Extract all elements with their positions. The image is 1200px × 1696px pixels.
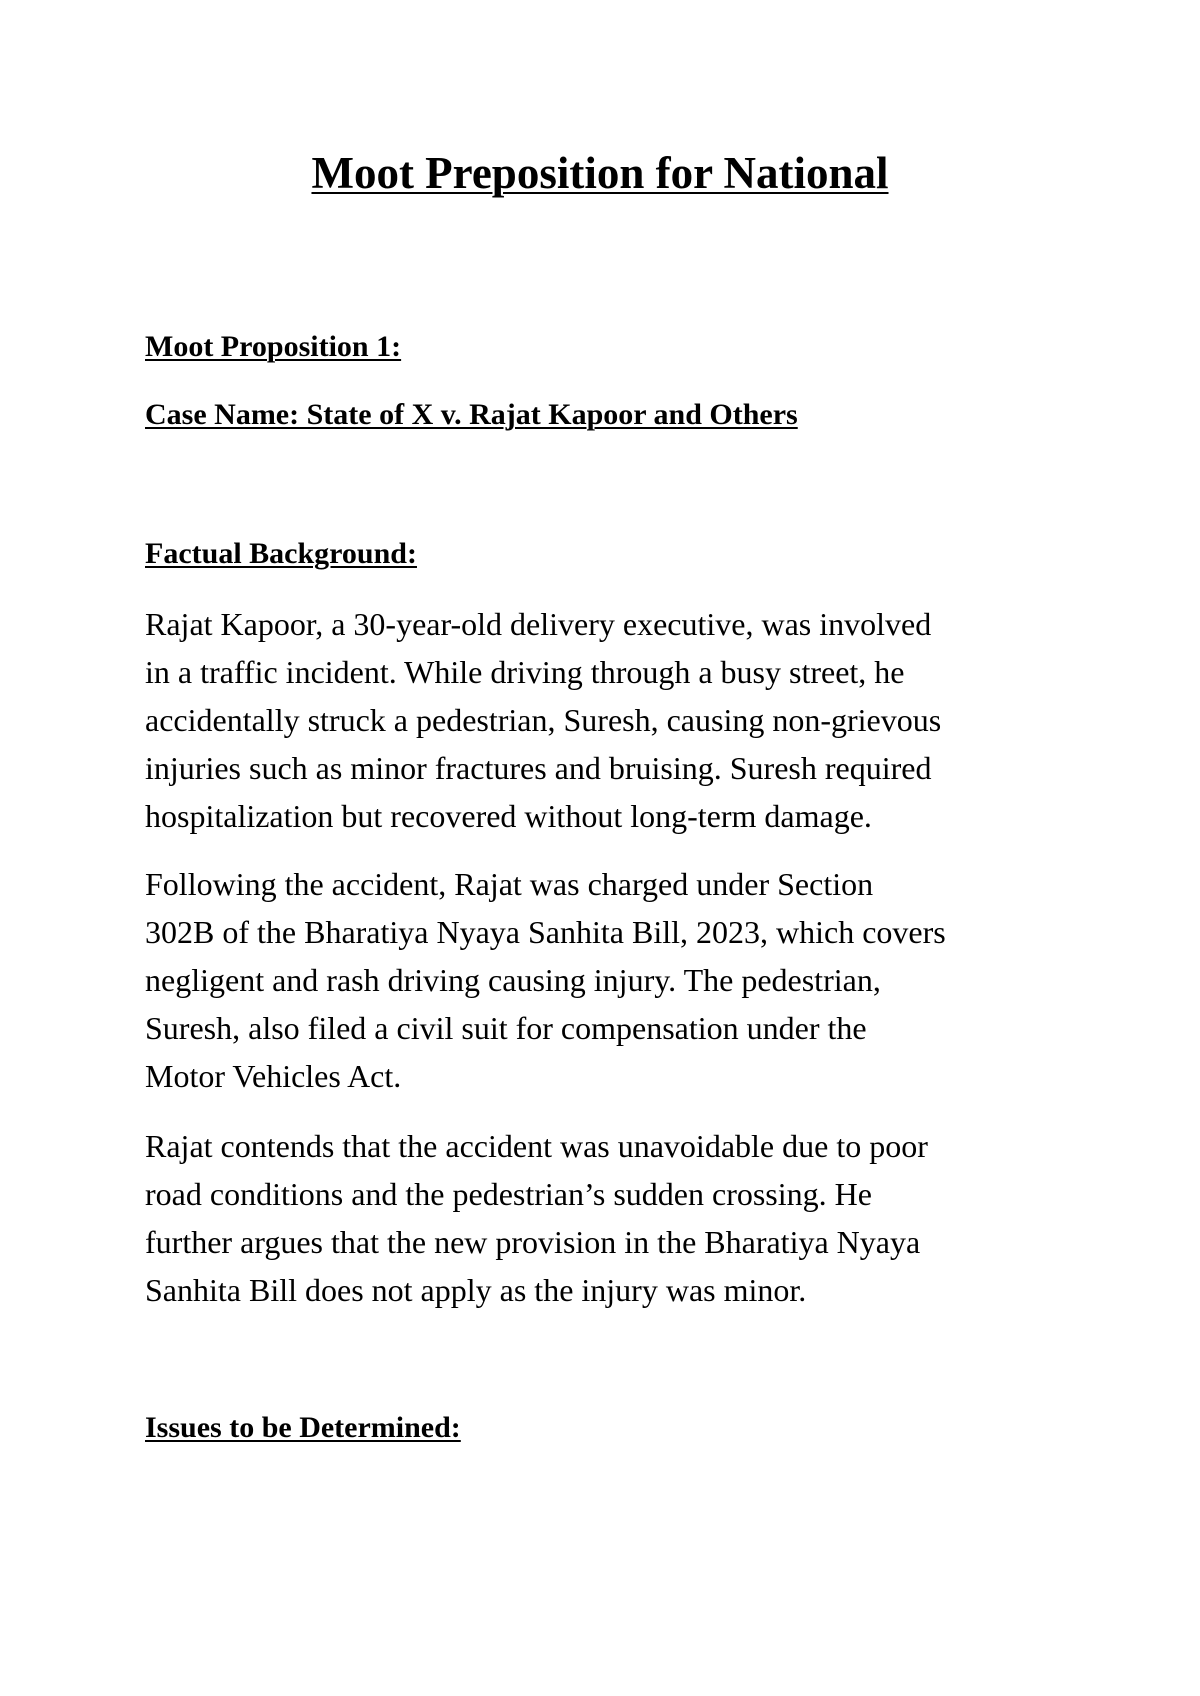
paragraph-2 — [145, 860, 1075, 1100]
paragraph-line: Rajat Kapoor, a 30-year-old delivery executive, was involved — [145, 606, 932, 642]
paragraph-line: road conditions and the pedestrian’s sudden crossing. He — [145, 1176, 872, 1212]
paragraph-line: hospitalization but recovered without long-term damage. — [145, 798, 872, 834]
paragraph-line: injuries such as minor fractures and bruising. Suresh required — [145, 750, 932, 786]
proposition-heading: Moot Proposition 1: — [145, 330, 402, 363]
paragraph-line: Rajat contends that the accident was unavoidable due to poor — [145, 1128, 928, 1164]
paragraph-line: Sanhita Bill does not apply as the injury was minor. — [145, 1272, 807, 1308]
paragraph-1 — [145, 600, 1075, 840]
issues-heading: Issues to be Determined: — [145, 1411, 461, 1444]
paragraph-line: in a traffic incident. While driving through a busy street, he — [145, 654, 905, 690]
paragraph-3 — [145, 1122, 1075, 1314]
paragraph-line: Motor Vehicles Act. — [145, 1058, 402, 1094]
factual-background-heading: Factual Background: — [145, 537, 417, 570]
paragraph-line: accidentally struck a pedestrian, Suresh, causing non-grievous — [145, 702, 942, 738]
paragraph-line: Following the accident, Rajat was charged under Section — [145, 866, 874, 902]
paragraph-line: 302B of the Bharatiya Nyaya Sanhita Bill, 2023, which covers — [145, 914, 946, 950]
paragraph-line: further argues that the new provision in the Bharatiya Nyaya — [145, 1224, 921, 1260]
document-title: Moot Preposition for National — [311, 148, 889, 198]
case-name-heading: Case Name: State of X v. Rajat Kapoor and Others — [145, 398, 798, 431]
paragraph-line: Suresh, also filed a civil suit for compensation under the — [145, 1010, 867, 1046]
paragraph-line: negligent and rash driving causing injury. The pedestrian, — [145, 962, 881, 998]
